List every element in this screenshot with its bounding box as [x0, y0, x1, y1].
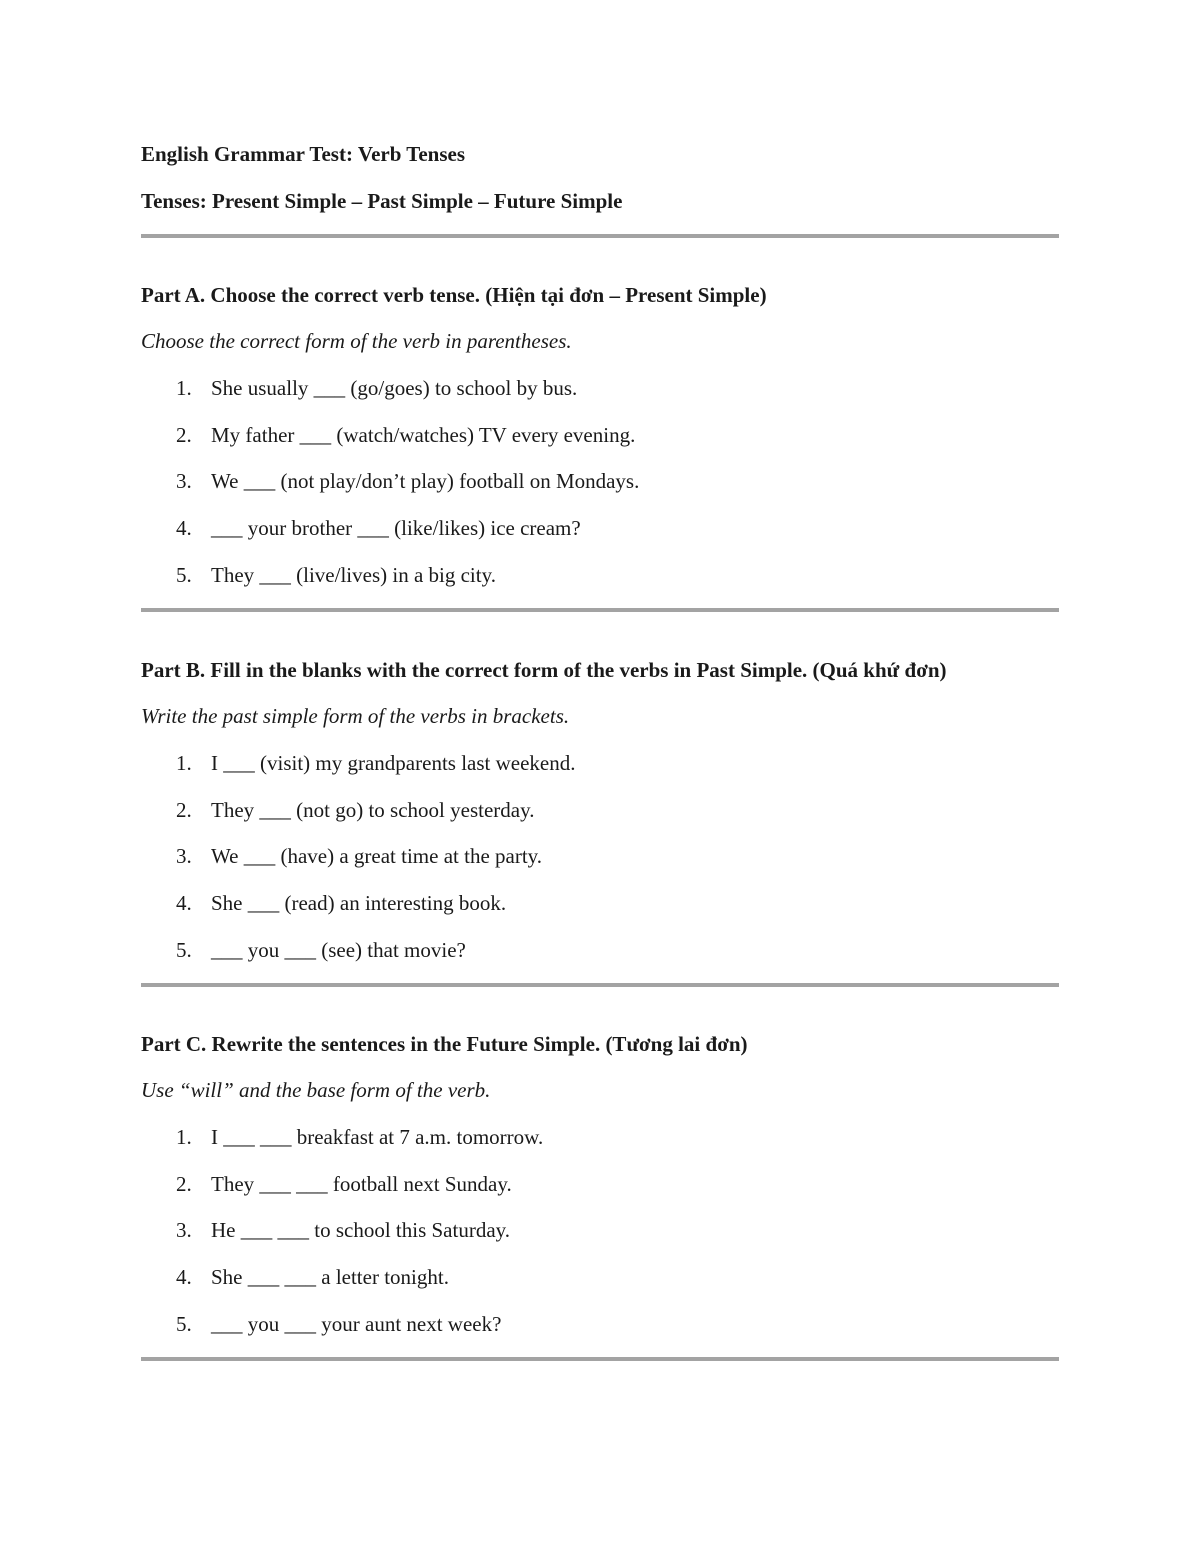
- question-text: I ___ ___ breakfast at 7 a.m. tomorrow.: [211, 1125, 544, 1149]
- question-text: ___ you ___ your aunt next week?: [211, 1311, 502, 1336]
- question-number: 3.: [176, 844, 192, 869]
- question-number: 1.: [176, 376, 192, 400]
- question-text: My father ___ (watch/watches) TV every evening.: [211, 422, 636, 447]
- question-text: I ___ (visit) my grandparents last weekend.: [211, 751, 576, 775]
- question-number: 2.: [176, 422, 192, 447]
- question-text: She ___ (read) an interesting book.: [211, 891, 507, 916]
- divider: [141, 983, 1059, 987]
- document-subtitle: Tenses: Present Simple – Past Simple – Future Simple: [141, 189, 623, 213]
- question-number: 4.: [176, 516, 192, 541]
- section-instruction: Write the past simple form of the verbs in brackets.: [141, 704, 570, 728]
- question-number: 2.: [176, 797, 192, 822]
- question-number: 4.: [176, 891, 192, 916]
- question-number: 5.: [176, 937, 192, 962]
- question-text: ___ your brother ___ (like/likes) ice cream?: [211, 516, 581, 541]
- question-number: 5.: [176, 562, 192, 587]
- section-instruction: Choose the correct form of the verb in parentheses.: [141, 329, 572, 353]
- question-number: 4.: [176, 1265, 192, 1290]
- question-text: We ___ (not play/don’t play) football on Mondays.: [211, 469, 640, 494]
- question-number: 3.: [176, 469, 192, 494]
- divider: [141, 234, 1059, 238]
- question-number: 2.: [176, 1171, 192, 1196]
- question-text: ___ you ___ (see) that movie?: [211, 937, 466, 962]
- question-number: 3.: [176, 1218, 192, 1243]
- question-text: She usually ___ (go/goes) to school by bus.: [211, 376, 578, 400]
- section-heading: Part B. Fill in the blanks with the correct form of the verbs in Past Simple. (Quá khứ đơn): [141, 658, 947, 682]
- question-text: We ___ (have) a great time at the party.: [211, 844, 543, 869]
- question-text: They ___ (live/lives) in a big city.: [211, 562, 496, 587]
- document-title: English Grammar Test: Verb Tenses: [141, 142, 466, 166]
- question-number: 5.: [176, 1311, 192, 1336]
- question-text: She ___ ___ a letter tonight.: [211, 1265, 449, 1290]
- question-text: He ___ ___ to school this Saturday.: [211, 1218, 511, 1243]
- question-text: They ___ (not go) to school yesterday.: [211, 797, 535, 822]
- question-text: They ___ ___ football next Sunday.: [211, 1171, 512, 1196]
- divider: [141, 1357, 1059, 1361]
- divider: [141, 608, 1059, 612]
- section-heading: Part C. Rewrite the sentences in the Future Simple. (Tương lai đơn): [141, 1032, 748, 1056]
- question-number: 1.: [176, 1125, 192, 1149]
- section-instruction: Use “will” and the base form of the verb.: [141, 1078, 491, 1102]
- section-heading: Part A. Choose the correct verb tense. (Hiện tại đơn – Present Simple): [141, 283, 767, 307]
- question-number: 1.: [176, 751, 192, 775]
